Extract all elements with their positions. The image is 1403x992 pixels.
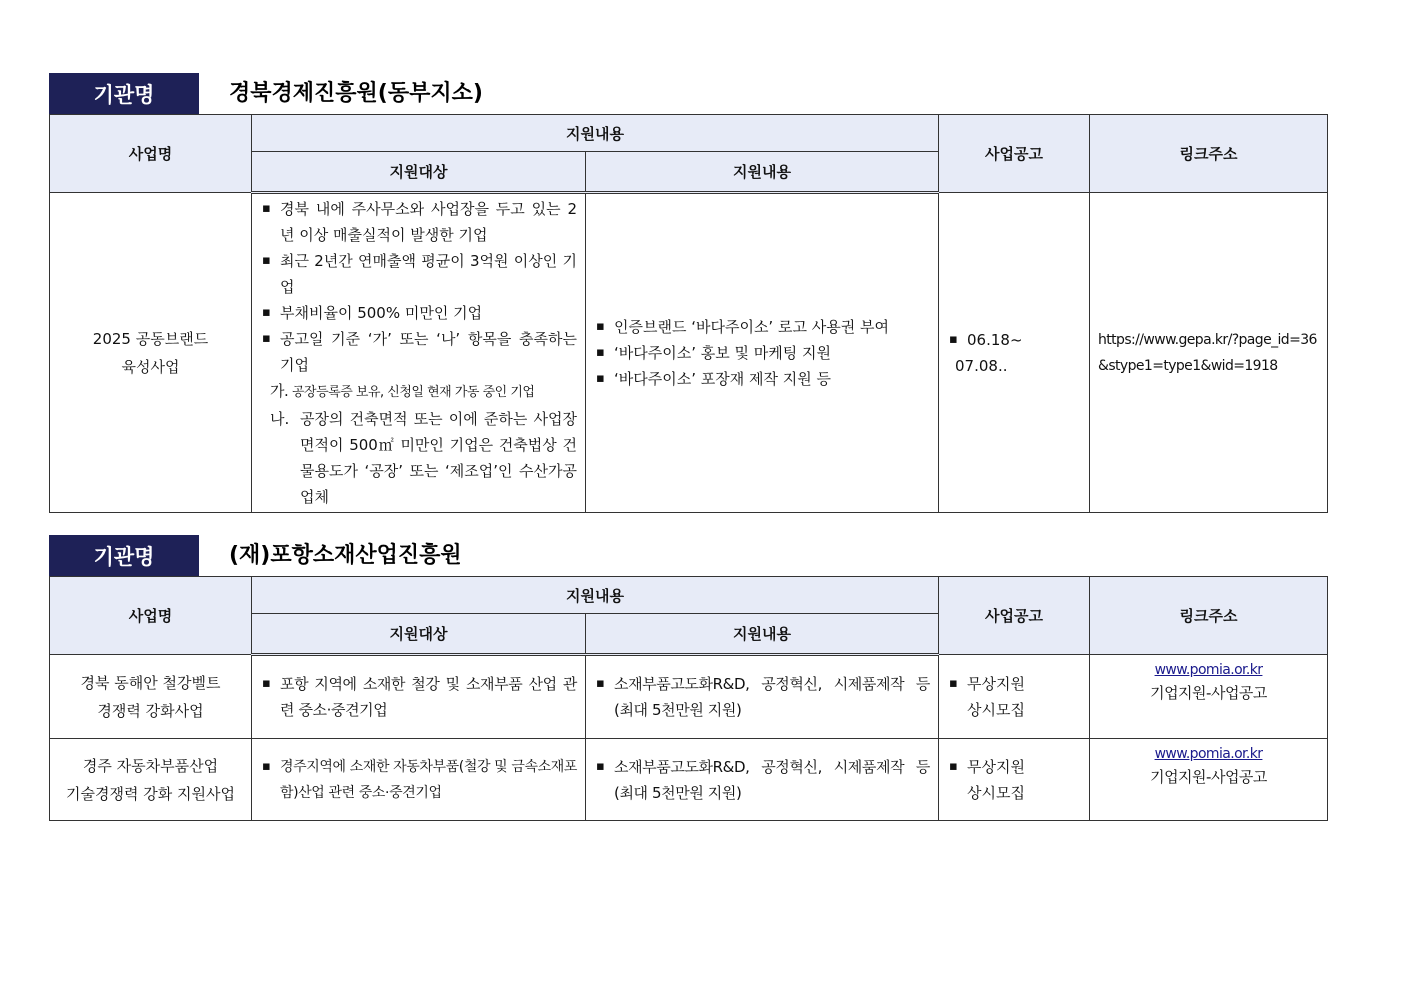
content-cell [586,655,939,739]
org-name: (재)포항소재산업진흥원 [229,543,462,568]
target-sub-item: 가. 공장등록증 보유, 신청일 현재 가동 중인 기업 [270,382,535,400]
link-url[interactable]: www.pomia.or.kr [1154,746,1263,762]
link-cell[interactable] [1090,193,1328,513]
program-table [49,576,1328,821]
col-header-link: 링크주소 [1090,115,1328,193]
org-header [49,535,1327,576]
business-name-line: 2025 공동브랜드 [92,329,209,348]
target-sub-item: 나. 공장의 건축면적 또는 이에 준하는 사업장 면적이 500㎡ 미만인 기업은 건축법상 건물용도가 ‘공장’ 또는 ‘제조업’인 수산가공업체 [270,410,577,506]
col-header-content: 지원내용 [586,152,939,193]
link-cell [1090,655,1328,739]
col-header-announcement: 사업공고 [939,115,1090,193]
section-pomia [49,535,1327,821]
announcement-cell [939,739,1090,821]
business-name-line: 기술경쟁력 강화 지원사업 [66,784,235,803]
link-cell [1090,739,1328,821]
announcement-item: ▪ 06.18~ 07.08.. [947,327,1081,379]
program-table [49,114,1328,513]
link-path: 기업지원-사업공고 [1150,768,1267,786]
table-row [50,655,1328,739]
table-row [50,193,1328,513]
col-header-support-group: 지원내용 [252,115,939,152]
business-name-line: 육성사업 [121,357,180,376]
content-item: ▪ 인증브랜드 ‘바다주이소’ 로고 사용권 부여 [594,314,930,340]
content-item: ▪ 소재부품고도화R&D, 공정혁신, 시제품제작 등 (최대 5천만원 지원) [594,671,930,723]
col-header-target: 지원대상 [252,152,586,193]
link-url[interactable]: www.pomia.or.kr [1154,662,1263,678]
col-header-announcement: 사업공고 [939,577,1090,655]
content-cell [586,193,939,513]
target-item: ▪ 공고일 기준 ‘가’ 또는 ‘나’ 항목을 충족하는 기업 [260,326,577,378]
content-item: ▪ 소재부품고도화R&D, 공정혁신, 시제품제작 등 (최대 5천만원 지원) [594,754,930,806]
table-row [50,739,1328,821]
org-label: 기관명 [49,73,199,114]
org-name: 경북경제진흥원(동부지소) [229,81,483,106]
business-name-line: 경북 동해안 철강벨트 [80,673,221,692]
business-name-cell [50,655,252,739]
target-cell [252,739,586,821]
col-header-target: 지원대상 [252,614,586,655]
col-header-business-name: 사업명 [50,115,252,193]
business-name-line: 경주 자동차부품산업 [82,756,219,775]
content-item: ▪ ‘바다주이소’ 홍보 및 마케팅 지원 [594,340,930,366]
announcement-item: ▪ 무상지원 상시모집 [947,671,1081,723]
col-header-content: 지원내용 [586,614,939,655]
col-header-support-group: 지원내용 [252,577,939,614]
link-path: 기업지원-사업공고 [1150,684,1267,702]
section-gepa [49,73,1327,513]
org-label: 기관명 [49,535,199,576]
org-header [49,73,1327,114]
col-header-link: 링크주소 [1090,577,1328,655]
target-item: ▪ 최근 2년간 연매출액 평균이 3억원 이상인 기업 [260,248,577,300]
announcement-cell [939,193,1090,513]
target-item: ▪ 부채비율이 500% 미만인 기업 [260,300,577,326]
target-item: ▪ 경북 내에 주사무소와 사업장을 두고 있는 2년 이상 매출실적이 발생한 기업 [260,196,577,248]
business-name-cell [50,739,252,821]
announcement-item: ▪ 무상지원 상시모집 [947,754,1081,806]
content-item: ▪ ‘바다주이소’ 포장재 제작 지원 등 [594,366,930,392]
target-item: ▪ 포항 지역에 소재한 철강 및 소재부품 산업 관련 중소·중견기업 [260,671,577,723]
target-item: ▪ 경주지역에 소재한 자동차부품(철강 및 금속소재포함)산업 관련 중소·중견기업 [260,754,577,806]
target-cell [252,193,586,513]
content-cell [586,739,939,821]
announcement-cell [939,655,1090,739]
col-header-business-name: 사업명 [50,577,252,655]
link-url[interactable]: https://www.gepa.kr/?page_id=36 &stype1=type1&wid=1918 [1098,331,1317,374]
business-name-cell [50,193,252,513]
target-cell [252,655,586,739]
business-name-line: 경쟁력 강화사업 [97,701,204,720]
